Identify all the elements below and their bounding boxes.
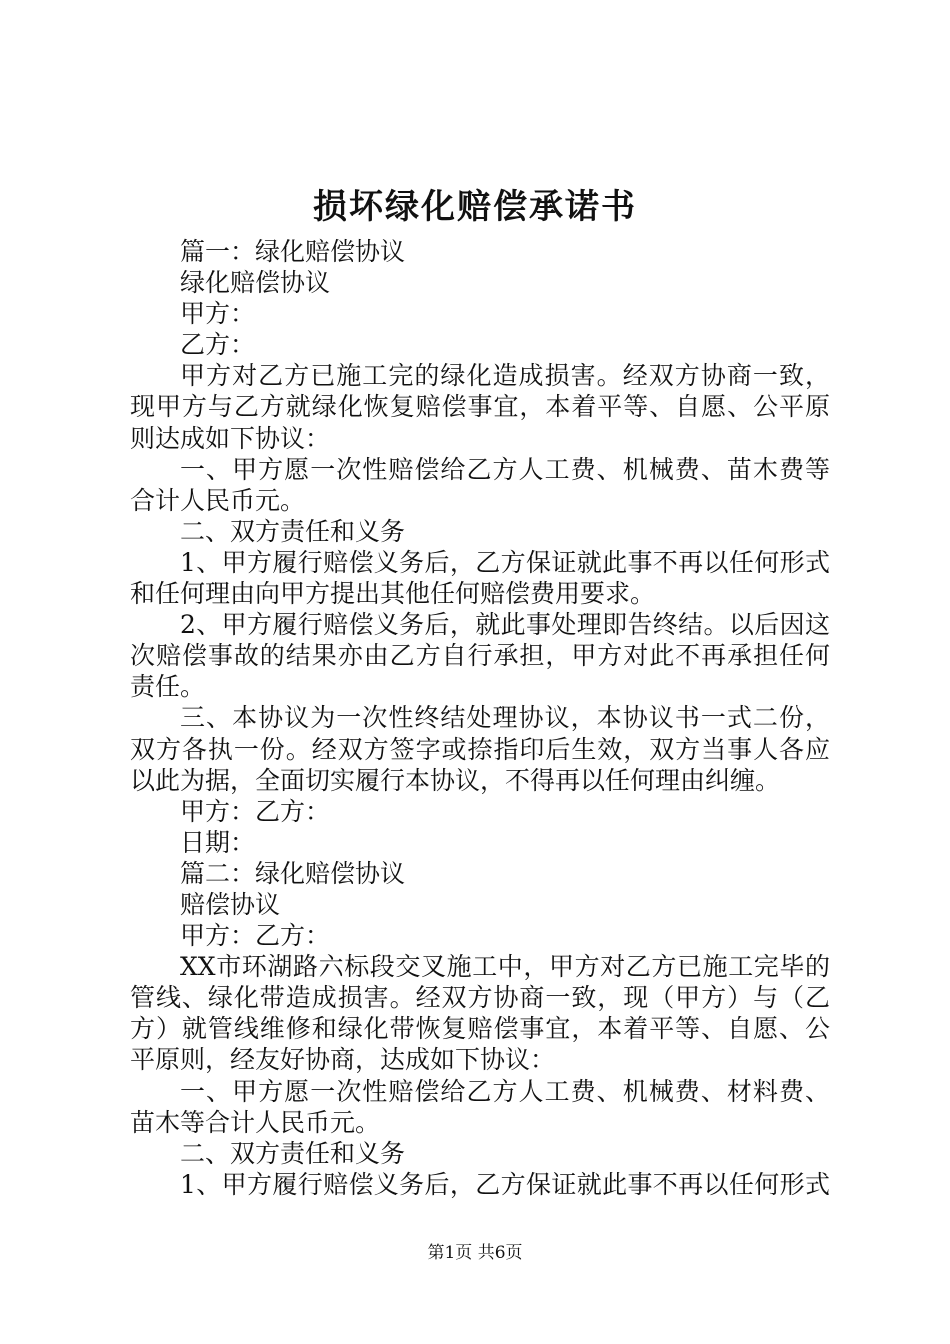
body-line: 篇一：绿化赔偿协议	[180, 237, 406, 266]
body-line: XX市环湖路六标段交叉施工中，甲方对乙方已施工完毕的	[180, 952, 830, 982]
body-line: 篇二：绿化赔偿协议	[180, 858, 406, 888]
body-line: 则达成如下协议：	[130, 423, 331, 453]
document-title: 损坏绿化赔偿承诺书	[313, 187, 637, 227]
body-line: 1、甲方履行赔偿义务后，乙方保证就此事不再以任何形式	[180, 1169, 830, 1199]
body-line: 合计人民币元。	[130, 485, 306, 515]
body-line: 赔偿协议	[180, 889, 281, 919]
body-line: 一、甲方愿一次性赔偿给乙方人工费、机械费、苗木费等	[180, 454, 830, 484]
body-line: 二、双方责任和义务	[180, 516, 406, 546]
page-footer: 第1页 共6页	[427, 1243, 523, 1263]
body-line: 乙方：	[180, 330, 256, 360]
document-body	[130, 236, 830, 1200]
body-line: 苗木等合计人民币元。	[130, 1107, 381, 1137]
body-line: 平原则，经友好协商，达成如下协议：	[130, 1045, 556, 1075]
body-line: 管线、绿化带造成损害。经双方协商一致，现（甲方）与（乙	[130, 983, 830, 1013]
body-line: 方）就管线维修和绿化带恢复赔偿事宜，本着平等、自愿、公	[130, 1014, 830, 1044]
body-line: 甲方：乙方：	[180, 921, 331, 951]
body-line: 1、甲方履行赔偿义务后，乙方保证就此事不再以任何形式	[180, 547, 830, 577]
body-line: 甲方对乙方已施工完的绿化造成损害。经双方协商一致，	[180, 361, 830, 391]
body-line: 甲方：	[180, 299, 256, 329]
body-line: 甲方：乙方：	[180, 796, 331, 826]
body-line: 绿化赔偿协议	[180, 268, 331, 298]
body-line: 双方各执一份。经双方签字或捺指印后生效，双方当事人各应	[130, 734, 830, 764]
body-line: 以此为据，全面切实履行本协议，不得再以任何理由纠缠。	[130, 765, 781, 795]
body-line: 2、甲方履行赔偿义务后，就此事处理即告终结。以后因这	[180, 610, 830, 640]
body-line: 一、甲方愿一次性赔偿给乙方人工费、机械费、材料费、	[180, 1076, 830, 1106]
body-line: 和任何理由向甲方提出其他任何赔偿费用要求。	[130, 579, 656, 609]
body-line: 次赔偿事故的结果亦由乙方自行承担，甲方对此不再承担任何	[130, 641, 830, 671]
body-line: 现甲方与乙方就绿化恢复赔偿事宜，本着平等、自愿、公平原	[130, 392, 830, 422]
body-line: 二、双方责任和义务	[180, 1138, 406, 1168]
body-line: 三、本协议为一次性终结处理协议，本协议书一式二份，	[180, 703, 830, 733]
body-line: 日期：	[180, 827, 256, 857]
body-line: 责任。	[130, 672, 206, 702]
